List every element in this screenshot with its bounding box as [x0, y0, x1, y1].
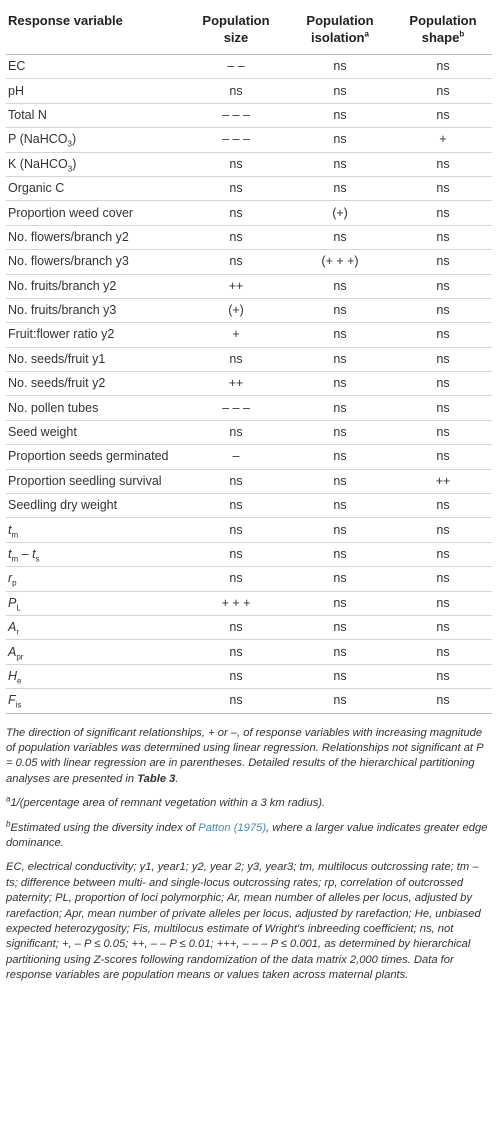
header-response-variable: Response variable	[6, 10, 186, 55]
population-isolation-cell: ns	[286, 420, 394, 444]
table-row	[6, 542, 492, 566]
population-isolation-cell: ns	[286, 79, 394, 103]
population-shape-cell: ns	[394, 542, 492, 566]
population-shape-cell: ns	[394, 372, 492, 396]
population-isolation-cell: ns	[286, 518, 394, 542]
response-variable-cell: Total N	[6, 103, 186, 127]
table-row	[6, 615, 492, 639]
citation-link[interactable]: Patton (1975)	[198, 821, 267, 834]
response-variable-cell: $t_m$	[6, 518, 186, 542]
population-isolation-cell: ns	[286, 591, 394, 615]
response-variable-cell: $A_r$	[6, 615, 186, 639]
table-row	[6, 689, 492, 713]
footnote-abbreviations: EC, electrical conductivity; y1, year1; y2, year 2; y3, year3; tm, multilocus outcrossing rate; tm – ts; difference between multi- and single-locus outcrossing rates; rp, correlation of outcrossed paternity; PL, proportion of loci polymorphic; Ar, mean number of alleles per locus, adjusted by rarefaction; Apr, mean number of private alleles per locus, adjusted by rarefaction; He, unbiased expected heterozygosity; Fis, multilocus estimate of Wright's inbreeding coefficient; ns, not significant; +, – P ≤ 0.05; ++, – – P ≤ 0.01; +++, – – – P ≤ 0.001, as determined by hierarchical partitioning using Z-scores following randomization of the data matrix 2,000 times. Data for response variables are population means or values taken across maternal plants.	[6, 861, 481, 982]
response-variable-cell: $P_L$	[6, 591, 186, 615]
response-variable-cell: P (NaHCO$_3$)	[6, 128, 186, 152]
population-shape-cell: ns	[394, 79, 492, 103]
table-row	[6, 469, 492, 493]
population-size-cell: ++	[186, 372, 286, 396]
population-shape-cell: ns	[394, 518, 492, 542]
response-variable-cell: Proportion seedling survival	[6, 469, 186, 493]
population-isolation-cell: ns	[286, 494, 394, 518]
table-row	[6, 396, 492, 420]
population-isolation-cell: ns	[286, 103, 394, 127]
population-shape-cell: ns	[394, 274, 492, 298]
population-shape-cell: ns	[394, 323, 492, 347]
population-size-cell: –	[186, 445, 286, 469]
table-row	[6, 494, 492, 518]
population-size-cell: ns	[186, 567, 286, 591]
response-variable-cell: No. fruits/branch y2	[6, 274, 186, 298]
population-isolation-cell: ns	[286, 323, 394, 347]
response-variable-cell: $r_p$	[6, 567, 186, 591]
table-row	[6, 250, 492, 274]
population-shape-cell: ns	[394, 250, 492, 274]
footnote-main: The direction of significant relationships, + or –, of response variables with increasing magnitude of population variables was determined using linear regression. Relationships not significant at P = 0.05 with linear regression are in parentheses. Detailed results of the hierarchical partitioning analyses are presented in Table 3.	[6, 726, 484, 785]
table-body	[6, 55, 492, 714]
population-isolation-cell: ns	[286, 55, 394, 79]
population-size-cell: ns	[186, 469, 286, 493]
population-size-cell: ns	[186, 615, 286, 639]
population-size-cell: ns	[186, 494, 286, 518]
population-isolation-cell: (+ + +)	[286, 250, 394, 274]
table-row	[6, 591, 492, 615]
table-row	[6, 664, 492, 688]
population-shape-cell: ns	[394, 445, 492, 469]
table-row	[6, 567, 492, 591]
response-variable-cell: $H_e$	[6, 664, 186, 688]
population-isolation-cell: ns	[286, 274, 394, 298]
population-shape-cell: ns	[394, 664, 492, 688]
population-isolation-cell: ns	[286, 128, 394, 152]
response-variable-cell: No. seeds/fruit y1	[6, 347, 186, 371]
population-shape-cell: ns	[394, 689, 492, 713]
response-variable-cell: No. flowers/branch y2	[6, 225, 186, 249]
results-table	[6, 10, 492, 714]
population-isolation-cell: ns	[286, 664, 394, 688]
response-variable-cell: Seedling dry weight	[6, 494, 186, 518]
response-variable-cell: Proportion weed cover	[6, 201, 186, 225]
population-isolation-cell: ns	[286, 567, 394, 591]
table-row	[6, 55, 492, 79]
table-row	[6, 274, 492, 298]
population-size-cell: ns	[186, 664, 286, 688]
population-size-cell: (+)	[186, 298, 286, 322]
table-row	[6, 103, 492, 127]
response-variable-cell: No. pollen tubes	[6, 396, 186, 420]
footnote-b: $^b$Estimated using the diversity index of Patton (1975), where a larger value indicates greater edge dominance.	[6, 818, 488, 849]
response-variable-cell: Fruit:flower ratio y2	[6, 323, 186, 347]
table-row	[6, 128, 492, 152]
table-row	[6, 640, 492, 664]
table-row	[6, 347, 492, 371]
table-row	[6, 152, 492, 176]
response-variable-cell: Seed weight	[6, 420, 186, 444]
population-size-cell: – – –	[186, 396, 286, 420]
header-population-shape: Population shape$^b$	[394, 10, 492, 55]
table-row	[6, 518, 492, 542]
population-size-cell: ++	[186, 274, 286, 298]
response-variable-cell: $A_{pr}$	[6, 640, 186, 664]
population-isolation-cell: ns	[286, 396, 394, 420]
population-shape-cell: ns	[394, 591, 492, 615]
population-isolation-cell: ns	[286, 542, 394, 566]
response-variable-cell: K (NaHCO$_3$)	[6, 152, 186, 176]
population-isolation-cell: ns	[286, 640, 394, 664]
population-shape-cell: ns	[394, 225, 492, 249]
population-shape-cell: ns	[394, 615, 492, 639]
header-population-isolation: Population isolation$^a$	[286, 10, 394, 55]
population-size-cell: +	[186, 323, 286, 347]
response-variable-cell: pH	[6, 79, 186, 103]
population-shape-cell: ns	[394, 176, 492, 200]
table-header	[6, 10, 492, 55]
population-size-cell: ns	[186, 152, 286, 176]
population-shape-cell: ns	[394, 201, 492, 225]
response-variable-cell: No. fruits/branch y3	[6, 298, 186, 322]
response-variable-cell: Proportion seeds germinated	[6, 445, 186, 469]
table-footnotes	[6, 726, 492, 984]
population-size-cell: ns	[186, 79, 286, 103]
response-variable-cell: EC	[6, 55, 186, 79]
table-row	[6, 176, 492, 200]
population-shape-cell: ns	[394, 494, 492, 518]
response-variable-cell: Organic C	[6, 176, 186, 200]
table-row	[6, 225, 492, 249]
response-variable-cell: No. flowers/branch y3	[6, 250, 186, 274]
table-row	[6, 323, 492, 347]
population-isolation-cell: ns	[286, 176, 394, 200]
table-row	[6, 372, 492, 396]
population-size-cell: ns	[186, 176, 286, 200]
table-row	[6, 298, 492, 322]
population-shape-cell: ns	[394, 103, 492, 127]
table-row	[6, 201, 492, 225]
population-isolation-cell: ns	[286, 298, 394, 322]
population-size-cell: ns	[186, 640, 286, 664]
population-isolation-cell: ns	[286, 225, 394, 249]
population-shape-cell: ns	[394, 152, 492, 176]
population-shape-cell: ns	[394, 396, 492, 420]
population-isolation-cell: (+)	[286, 201, 394, 225]
population-size-cell: – –	[186, 55, 286, 79]
population-shape-cell: ++	[394, 469, 492, 493]
population-shape-cell: ns	[394, 567, 492, 591]
response-variable-cell: $F_{is}$	[6, 689, 186, 713]
population-isolation-cell: ns	[286, 152, 394, 176]
table-row	[6, 420, 492, 444]
population-size-cell: – – –	[186, 103, 286, 127]
population-size-cell: ns	[186, 518, 286, 542]
population-isolation-cell: ns	[286, 689, 394, 713]
footnote-a: $^a$1/(percentage area of remnant vegetation within a 3 km radius).	[6, 794, 326, 810]
population-isolation-cell: ns	[286, 347, 394, 371]
population-size-cell: ns	[186, 420, 286, 444]
population-shape-cell: ns	[394, 347, 492, 371]
population-size-cell: ns	[186, 542, 286, 566]
table-row	[6, 79, 492, 103]
population-shape-cell: ns	[394, 298, 492, 322]
population-isolation-cell: ns	[286, 445, 394, 469]
population-shape-cell: ns	[394, 640, 492, 664]
population-size-cell: ns	[186, 689, 286, 713]
response-variable-cell: $t_m - t_s$	[6, 542, 186, 566]
population-shape-cell: ns	[394, 55, 492, 79]
population-size-cell: ns	[186, 250, 286, 274]
population-size-cell: ns	[186, 347, 286, 371]
population-size-cell: – – –	[186, 128, 286, 152]
population-shape-cell: +	[394, 128, 492, 152]
population-isolation-cell: ns	[286, 372, 394, 396]
population-size-cell: + + +	[186, 591, 286, 615]
population-isolation-cell: ns	[286, 615, 394, 639]
population-size-cell: ns	[186, 225, 286, 249]
population-shape-cell: ns	[394, 420, 492, 444]
table-row	[6, 445, 492, 469]
population-isolation-cell: ns	[286, 469, 394, 493]
response-variable-cell: No. seeds/fruit y2	[6, 372, 186, 396]
population-size-cell: ns	[186, 201, 286, 225]
header-population-size: Population size	[186, 10, 286, 55]
